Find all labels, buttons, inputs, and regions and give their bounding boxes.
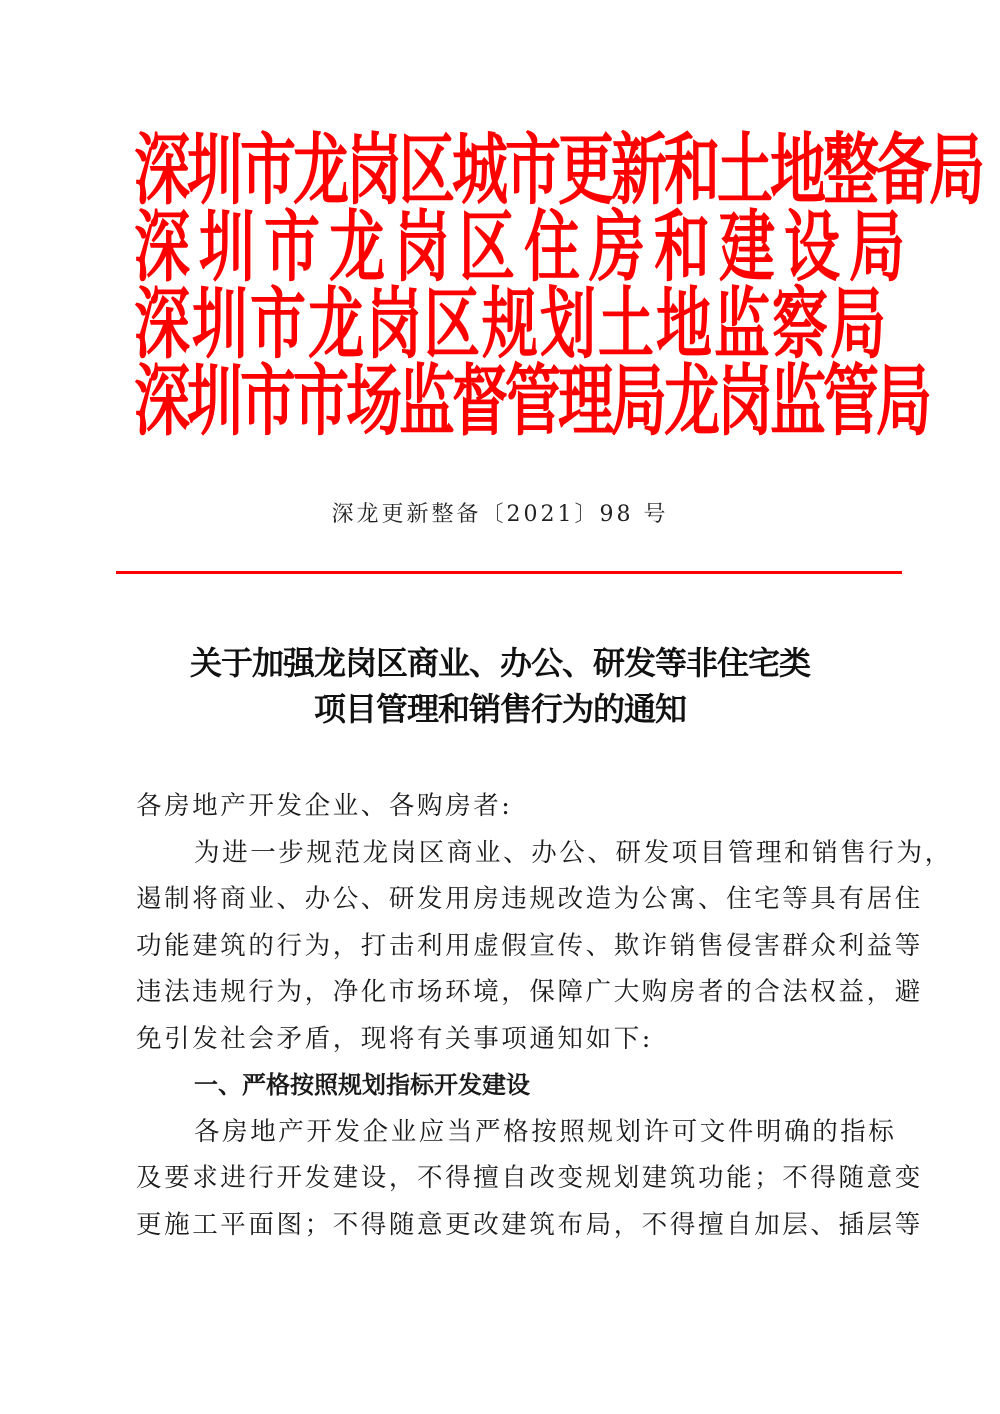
- paragraph-line: 免引发社会矛盾，现将有关事项通知如下:: [136, 1023, 653, 1054]
- issuing-authorities-header: [134, 118, 982, 447]
- title-line-1: 关于加强龙岗区商业、办公、研发等非住宅类: [189, 644, 810, 682]
- paragraph-line: 为进一步规范龙岗区商业、办公、研发项目管理和销售行为，: [194, 837, 953, 868]
- paragraph-line: 各房地产开发企业应当严格按照规划许可文件明确的指标: [194, 1116, 897, 1147]
- issuer-name: 深圳市龙岗区规划土地监察局: [134, 278, 888, 370]
- paragraph-line: 更施工平面图；不得随意更改建筑布局，不得擅自加层、插层等: [136, 1209, 923, 1240]
- paragraph-line: 违法违规行为，净化市场环境，保障广大购房者的合法权益，避: [136, 977, 923, 1007]
- paragraph-line: 功能建筑的行为，打击利用虚假宣传、欺诈销售侵害群众利益等: [136, 930, 923, 961]
- issuer-name: 深圳市市场监督管理局龙岗监管局: [134, 355, 929, 447]
- section-heading: 一、严格按照规划指标开发建设: [194, 1071, 530, 1099]
- salutation: 各房地产开发企业、各购房者:: [136, 791, 513, 821]
- issuer-name: 深圳市龙岗区城市更新和土地整备局: [134, 124, 982, 216]
- title-line-2: 项目管理和销售行为的通知: [313, 690, 686, 728]
- paragraph-line: 及要求进行开发建设，不得擅自改变规划建筑功能；不得随意变: [136, 1163, 923, 1193]
- paragraph-line: 遏制将商业、办公、研发用房违规改造为公寓、住宅等具有居住: [136, 884, 923, 914]
- document-body: [136, 783, 953, 1248]
- document-title: [0, 640, 1000, 732]
- issuer-name: 深圳市龙岗区住房和建设局: [134, 201, 914, 293]
- red-divider-line: [116, 571, 902, 574]
- document-number: 深龙更新整备〔2021〕98 号: [331, 502, 669, 527]
